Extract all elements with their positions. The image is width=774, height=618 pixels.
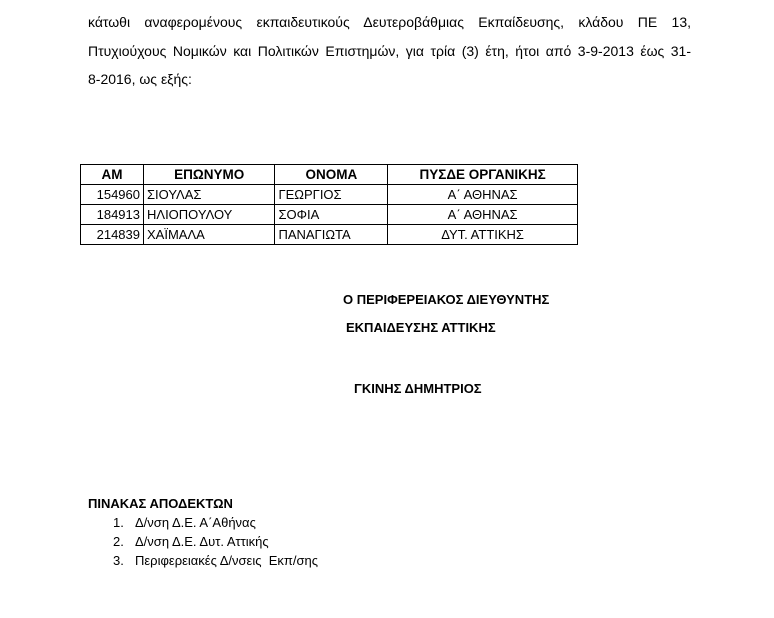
list-item <box>88 532 318 551</box>
cell-am: 184913 <box>81 205 144 225</box>
list-item-text: Περιφερειακές Δ/νσεις Εκπ/σης <box>135 553 319 568</box>
recipients-list <box>88 513 318 570</box>
cell-pysde: ΔΥΤ. ΑΤΤΙΚΗΣ <box>388 225 578 245</box>
header-pysde: ΠΥΣΔΕ ΟΡΓΑΝΙΚΗΣ <box>388 165 578 185</box>
signatory-title-line2: ΕΚΠΑΙΔΕΥΣΗΣ ΑΤΤΙΚΗΣ <box>346 320 496 335</box>
recipients-title: ΠΙΝΑΚΑΣ ΑΠΟΔΕΚΤΩΝ <box>88 496 233 511</box>
cell-pysde: Α΄ ΑΘΗΝΑΣ <box>388 185 578 205</box>
table-header-row <box>81 165 578 185</box>
header-am: ΑΜ <box>81 165 144 185</box>
cell-name: ΠΑΝΑΓΙΩΤΑ <box>275 225 388 245</box>
intro-paragraph <box>88 8 691 94</box>
recipients-section <box>88 494 318 570</box>
header-surname: ΕΠΩΝΥΜΟ <box>144 165 275 185</box>
list-item-number: 1. <box>113 515 124 530</box>
teachers-table <box>80 164 578 245</box>
list-item-number: 2. <box>113 534 124 549</box>
signatory-title-line1: Ο ΠΕΡΙΦΕΡΕΙΑΚΟΣ ΔΙΕΥΘΥΝΤΗΣ <box>343 292 550 307</box>
list-item <box>88 513 318 532</box>
cell-name: ΣΟΦΙΑ <box>275 205 388 225</box>
table-row <box>81 225 578 245</box>
intro-line: 8-2016, ως εξής: <box>88 71 192 87</box>
cell-am: 154960 <box>81 185 144 205</box>
cell-surname: ΗΛΙΟΠΟΥΛΟΥ <box>144 205 275 225</box>
cell-am: 214839 <box>81 225 144 245</box>
cell-name: ΓΕΩΡΓΙΟΣ <box>275 185 388 205</box>
table-row <box>81 185 578 205</box>
cell-surname: ΧΑΪΜΑΛΑ <box>144 225 275 245</box>
cell-surname: ΣΙΟΥΛΑΣ <box>144 185 275 205</box>
cell-pysde: Α΄ ΑΘΗΝΑΣ <box>388 205 578 225</box>
table-row <box>81 205 578 225</box>
list-item <box>88 551 318 570</box>
intro-line: κάτωθι αναφερομένους εκπαιδευτικούς Δευτεροβάθμιας Εκπαίδευσης, κλάδου ΠΕ 13, <box>88 14 691 30</box>
list-item-text: Δ/νση Δ.Ε. Δυτ. Αττικής <box>135 534 269 549</box>
header-name: ΟΝΟΜΑ <box>275 165 388 185</box>
list-item-number: 3. <box>113 553 124 568</box>
signatory-name: ΓΚΙΝΗΣ ΔΗΜΗΤΡΙΟΣ <box>354 381 482 396</box>
list-item-text: Δ/νση Δ.Ε. Α΄Αθήνας <box>135 515 256 530</box>
intro-line: Πτυχιούχους Νομικών και Πολιτικών Επιστημών, για τρία (3) έτη, ήτοι από 3-9-2013 έως 31- <box>88 42 691 59</box>
